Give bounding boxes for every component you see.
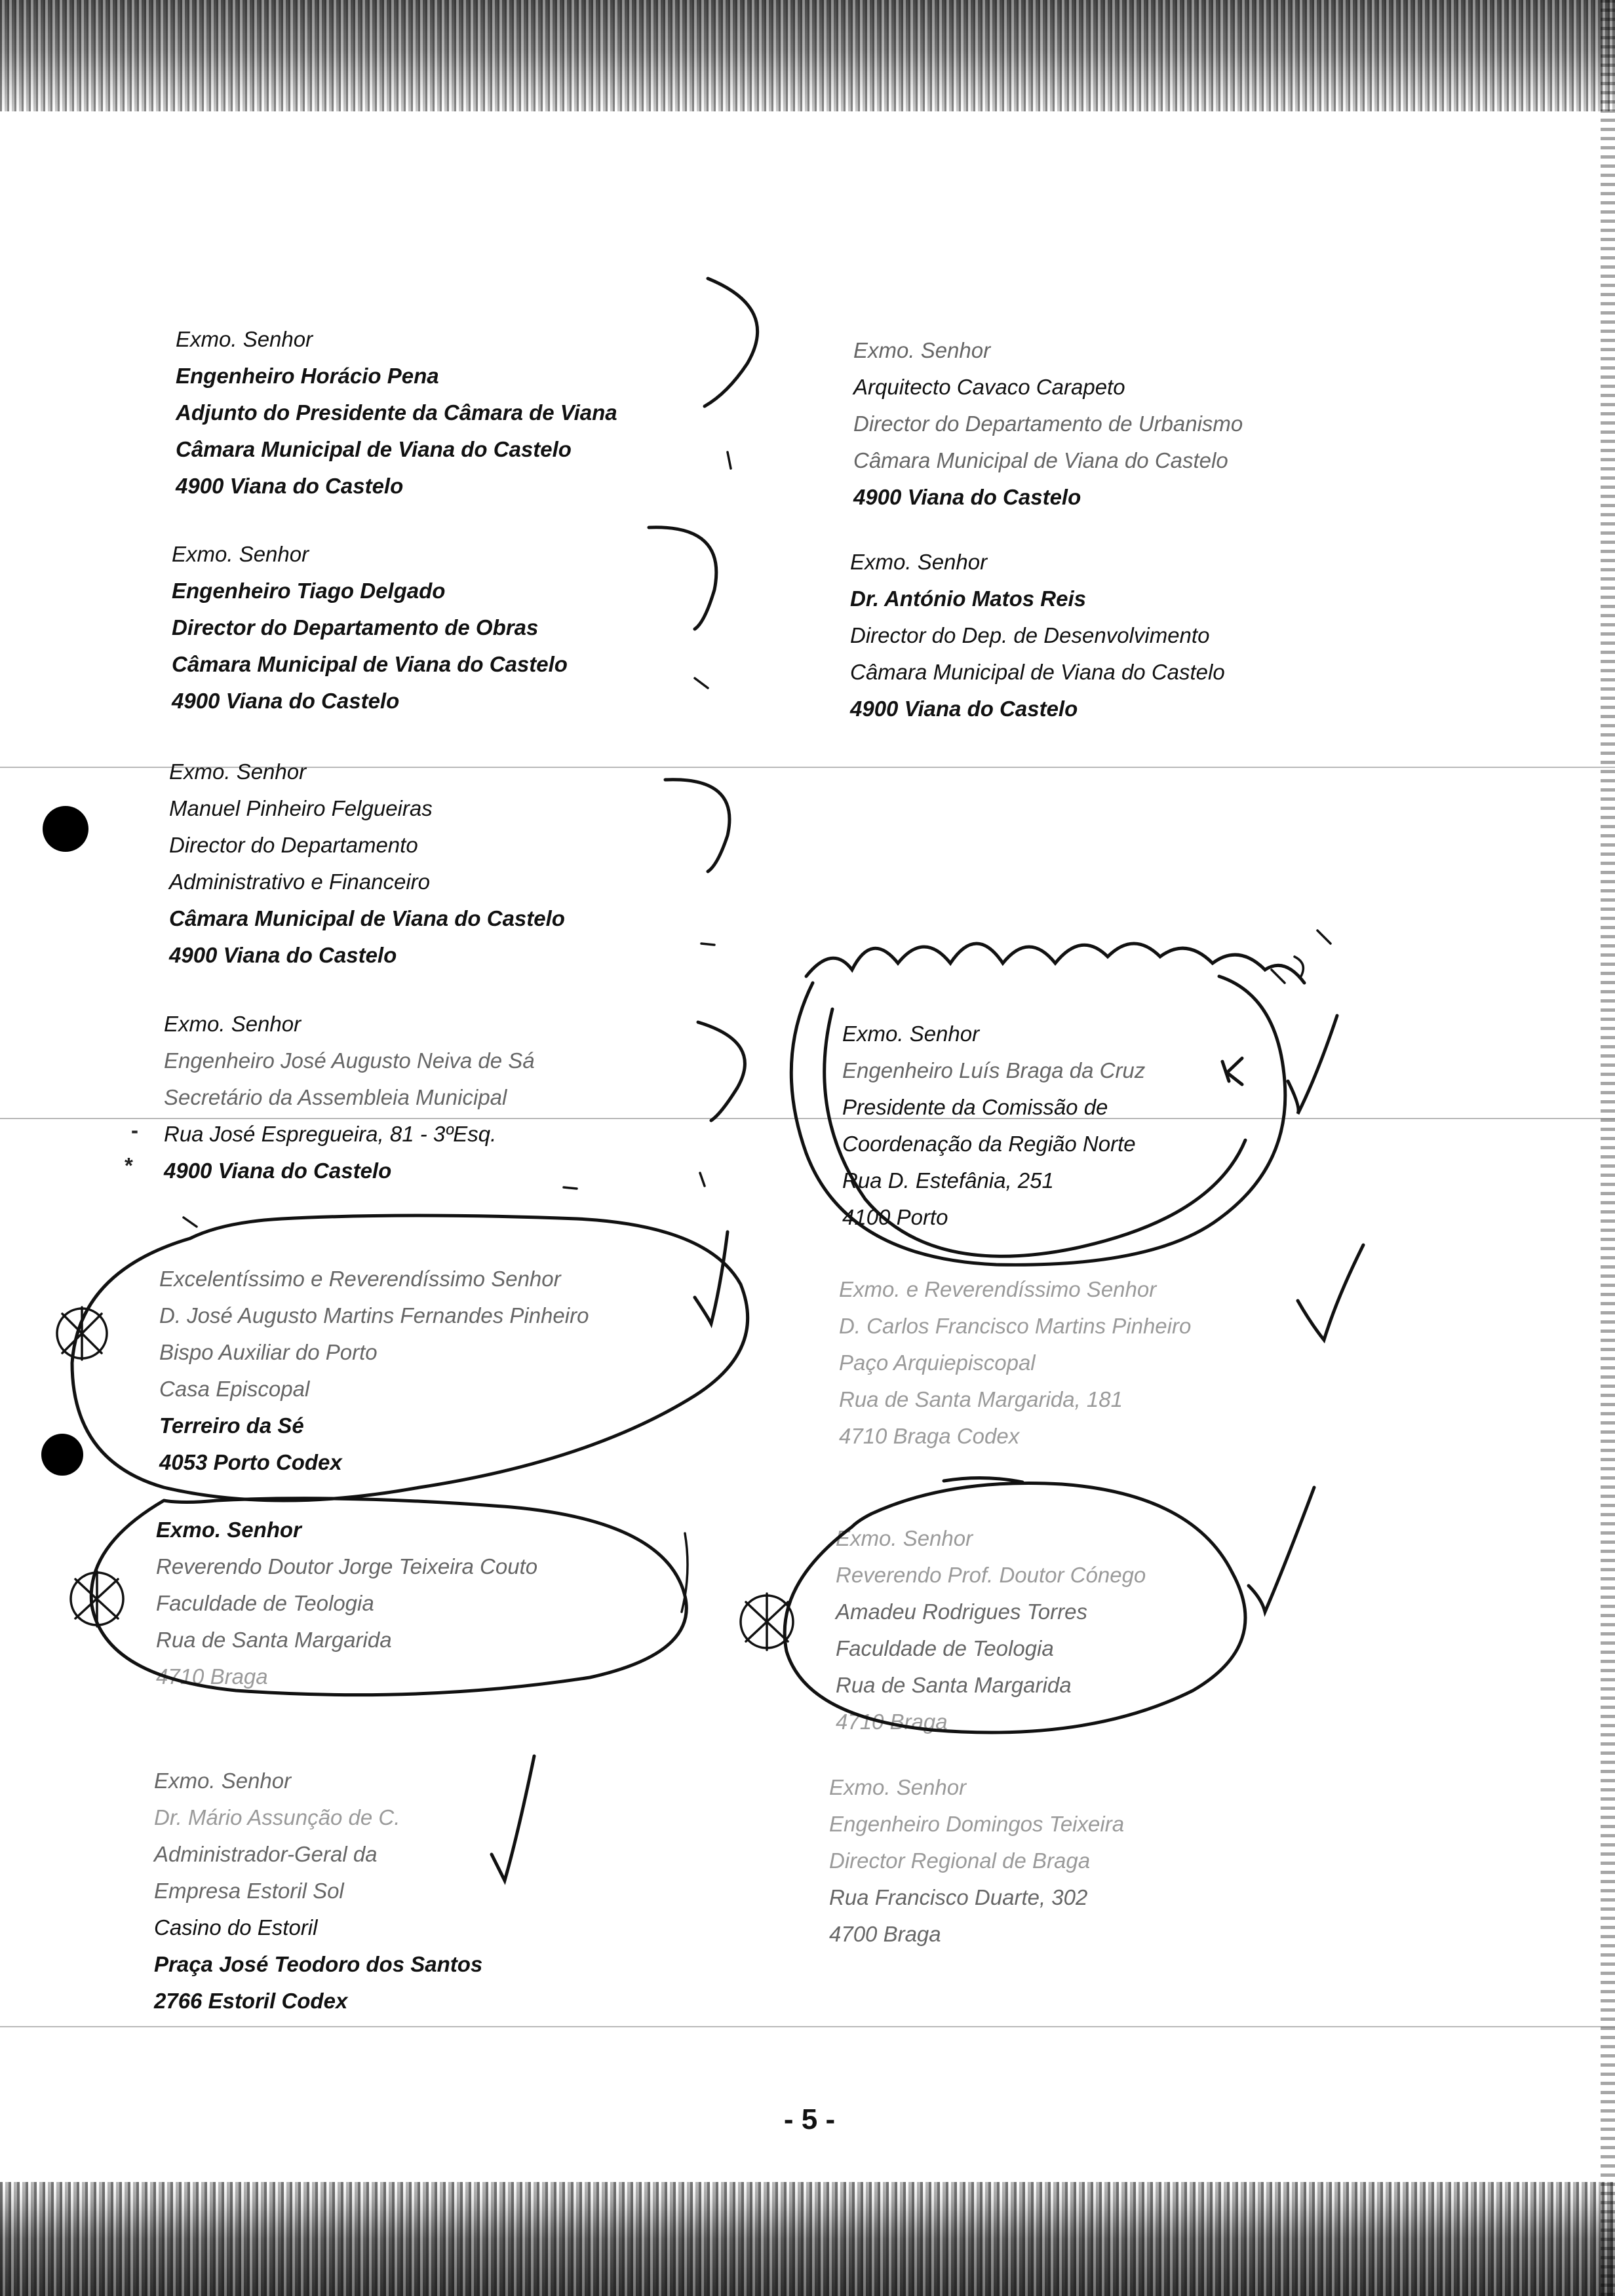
address-line: Dr. Mário Assunção de C. (154, 1805, 400, 1829)
checkmark (492, 1756, 534, 1881)
tick-mark (695, 678, 708, 688)
address-line: Exmo. Senhor (850, 550, 988, 574)
address-line: Director Regional de Braga (829, 1848, 1091, 1873)
address-line: Empresa Estoril Sol (154, 1879, 344, 1903)
address-line: 4900 Viana do Castelo (169, 943, 397, 967)
address-line: Engenheiro José Augusto Neiva de Sá (164, 1048, 535, 1073)
address-line: Dr. António Matos Reis (850, 586, 1086, 611)
circled-cross-stamp (57, 1307, 107, 1360)
address-line: Exmo. e Reverendíssimo Senhor (839, 1277, 1157, 1301)
address-line: Reverendo Doutor Jorge Teixeira Couto (156, 1554, 538, 1578)
address-line: 4710 Braga (836, 1710, 948, 1734)
bracket-mark (649, 527, 716, 629)
filled-dot (41, 1434, 83, 1476)
page-number: - 5 - (783, 2103, 836, 2135)
circled-cross-stamp (71, 1571, 123, 1626)
address-line: Câmara Municipal de Viana do Castelo (176, 437, 572, 461)
address-line: Faculdade de Teologia (836, 1636, 1054, 1660)
address-line: 4900 Viana do Castelo (176, 474, 404, 498)
address-line: Faculdade de Teologia (156, 1591, 374, 1615)
address-line: 4900 Viana do Castelo (172, 689, 400, 713)
address-line: Secretário da Assembleia Municipal (164, 1085, 507, 1109)
address-line: Casino do Estoril (154, 1915, 318, 1940)
loop-scribble (791, 976, 1285, 1265)
address-line: Exmo. Senhor (164, 1012, 302, 1036)
address-line: Exmo. Senhor (169, 759, 307, 784)
address-line: Administrativo e Financeiro (169, 870, 430, 894)
address-line: Director do Departamento de Obras (172, 615, 539, 640)
address-line: Adjunto do Presidente da Câmara de Viana (176, 400, 617, 425)
address-line: Exmo. Senhor (842, 1022, 980, 1046)
address-line: Paço Arquiepiscopal (839, 1350, 1036, 1375)
address-line: Câmara Municipal de Viana do Castelo (172, 652, 568, 676)
address-line: Director do Departamento de Urbanismo (853, 411, 1243, 436)
loop-scribble (785, 1483, 1245, 1732)
tick-mark (184, 1217, 197, 1227)
address-line: Rua de Santa Margarida (156, 1628, 392, 1652)
bracket-mark (705, 278, 758, 406)
bullet-dash: - (131, 1118, 138, 1142)
wavy-scribble (806, 944, 1304, 983)
address-line: Administrador-Geral da (154, 1842, 378, 1866)
address-line: Engenheiro Tiago Delgado (172, 579, 446, 603)
address-line: D. José Augusto Martins Fernandes Pinheiro (159, 1303, 589, 1328)
bullet-star: * (125, 1153, 133, 1177)
address-line: Director do Dep. de Desenvolvimento (850, 623, 1210, 647)
address-line: Exmo. Senhor (156, 1518, 302, 1542)
address-line: Arquitecto Cavaco Carapeto (853, 375, 1125, 399)
tick-mark (701, 944, 714, 945)
address-line: Terreiro da Sé (159, 1413, 304, 1438)
address-line: Casa Episcopal (159, 1377, 310, 1401)
address-line: Exmo. Senhor (172, 542, 309, 566)
address-line: Exmo. Senhor (829, 1775, 967, 1799)
address-line: Rua de Santa Margarida (836, 1673, 1072, 1697)
address-line: 4900 Viana do Castelo (850, 697, 1078, 721)
address-line: Rua José Espregueira, 81 - 3ºEsq. (164, 1122, 497, 1146)
address-line: Câmara Municipal de Viana do Castelo (169, 906, 565, 930)
address-line: Exmo. Senhor (836, 1526, 973, 1550)
address-line: 4900 Viana do Castelo (164, 1158, 392, 1183)
tick-mark (728, 452, 731, 469)
address-line: 4100 Porto (842, 1205, 948, 1229)
address-line: 4710 Braga Codex (839, 1424, 1020, 1448)
loop-scribble (825, 1009, 1245, 1256)
address-line: Câmara Municipal de Viana do Castelo (853, 448, 1228, 472)
address-line: 4710 Braga (156, 1664, 268, 1689)
address-line: Rua de Santa Margarida, 181 (839, 1387, 1123, 1411)
address-line: Director do Departamento (169, 833, 418, 857)
address-line: 2766 Estoril Codex (154, 1989, 348, 2013)
address-line: Amadeu Rodrigues Torres (836, 1599, 1087, 1624)
letter-k-mark (1222, 1058, 1242, 1084)
loop-scribble (91, 1499, 686, 1695)
filled-dot (43, 806, 88, 852)
address-line: Bispo Auxiliar do Porto (159, 1340, 378, 1364)
address-line: Câmara Municipal de Viana do Castelo (850, 660, 1225, 684)
dash-mark (564, 1187, 577, 1189)
address-line: Presidente da Comissão de (842, 1095, 1108, 1119)
address-line: Excelentíssimo e Reverendíssimo Senhor (159, 1267, 561, 1291)
checkmark (1298, 1245, 1363, 1340)
address-line: Engenheiro Horácio Pena (176, 364, 439, 388)
dash-mark (944, 1478, 1022, 1482)
bracket-mark (698, 1022, 745, 1120)
address-line: Rua D. Estefânia, 251 (842, 1168, 1054, 1193)
address-line: Engenheiro Domingos Teixeira (829, 1812, 1125, 1836)
address-line: Engenheiro Luís Braga da Cruz (842, 1058, 1146, 1082)
address-line: Reverendo Prof. Doutor Cónego (836, 1563, 1146, 1587)
address-line: Manuel Pinheiro Felgueiras (169, 796, 433, 820)
address-line: Coordenação da Região Norte (842, 1132, 1136, 1156)
address-line: Exmo. Senhor (176, 327, 313, 351)
checkmark (1288, 1016, 1337, 1114)
address-line: D. Carlos Francisco Martins Pinheiro (839, 1314, 1192, 1338)
address-line: 4700 Braga (829, 1922, 941, 1946)
address-line: 4053 Porto Codex (159, 1450, 342, 1474)
bracket-mark (665, 780, 730, 871)
address-line: Exmo. Senhor (853, 338, 991, 362)
address-line: Rua Francisco Duarte, 302 (829, 1885, 1088, 1909)
tick-mark (700, 1173, 705, 1186)
scribble-mark (1272, 930, 1331, 983)
address-line: 4900 Viana do Castelo (853, 485, 1081, 509)
address-line: Exmo. Senhor (154, 1769, 292, 1793)
checkmark (1249, 1487, 1314, 1612)
loop-scribble (72, 1215, 748, 1501)
address-line: Praça José Teodoro dos Santos (154, 1952, 483, 1976)
